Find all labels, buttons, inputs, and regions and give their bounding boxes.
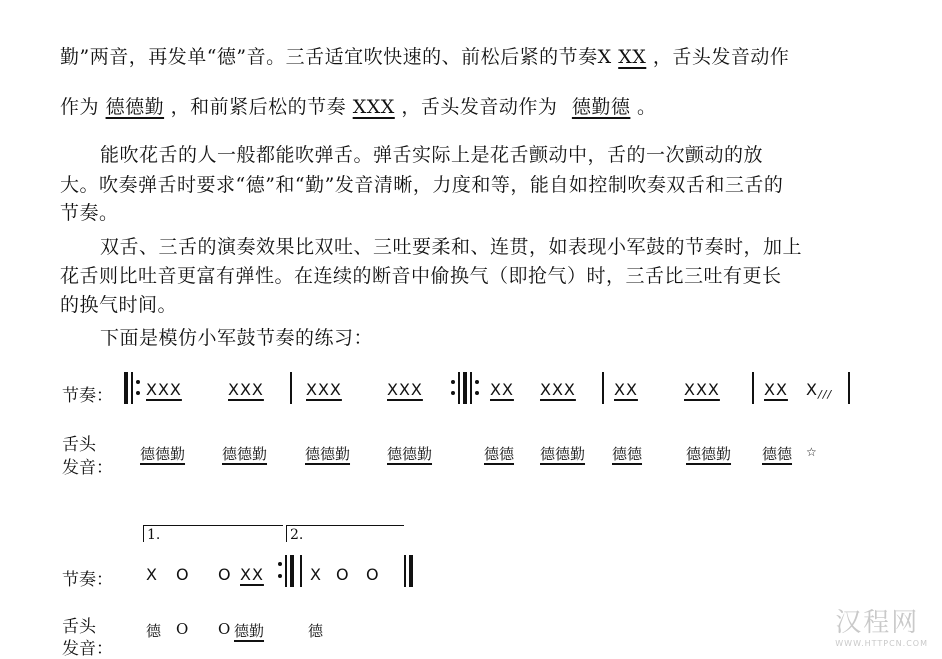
text-line-9: 下面是模仿小军鼓节奏的练习： <box>100 327 374 349</box>
syllable-group: 德德勤 <box>140 445 186 463</box>
rhythm-rest: O <box>176 565 190 584</box>
syllable-rest: O <box>176 620 189 638</box>
barline <box>752 372 754 404</box>
volta-first-ending: 1. <box>143 525 283 542</box>
text-segment: ，和前紧后松的节奏 <box>170 96 347 118</box>
rhythm-rest: O <box>336 565 350 584</box>
rhythm-group: XX <box>490 380 514 399</box>
barline <box>602 372 604 404</box>
syllable-group: 德德 <box>484 445 515 463</box>
syllable-group: 德德勤 <box>686 445 732 463</box>
barline <box>848 372 850 404</box>
repeat-dot <box>278 562 282 566</box>
barline <box>290 372 292 404</box>
tremolo-mark: /// <box>818 388 833 401</box>
text-segment: 作为 <box>60 96 100 118</box>
repeat-dot <box>451 380 455 384</box>
text-line-3: 能吹花舌的人一般都能吹弹舌。弹舌实际上是花舌颤动中，舌的一次颤动的放 <box>100 144 764 166</box>
underlined-syllables: 德德勤 <box>105 96 165 118</box>
text-segment: ，舌头发音动作 <box>652 46 790 68</box>
text-line-1 <box>60 42 789 69</box>
text-line-5: 节奏。 <box>60 202 119 224</box>
underlined-rhythm: XXX <box>352 96 395 118</box>
repeat-dot <box>475 391 479 395</box>
underlined-syllables: 德勤德 <box>571 96 631 118</box>
syllable-group: 德德 <box>612 445 643 463</box>
syllable-rest: O <box>218 620 231 638</box>
rhythm-group: XXX <box>146 380 182 399</box>
repeat-dot <box>451 391 455 395</box>
star-mark: ☆ <box>806 445 817 459</box>
underlined-rhythm: XX <box>618 46 647 68</box>
text-line-2 <box>60 92 656 119</box>
watermark-logo: 汉程网 <box>835 608 920 638</box>
rhythm-note: X <box>146 565 158 584</box>
syllable-group: 德德勤 <box>222 445 268 463</box>
rhythm-group: XXX <box>387 380 423 399</box>
final-thin-bar <box>404 555 406 587</box>
syllable-group: 德德勤 <box>387 445 433 463</box>
rhythm-group: XX <box>240 565 264 584</box>
repeat-dot <box>136 391 140 395</box>
final-thick-bar <box>409 555 413 587</box>
volta-second-ending: 2. <box>286 525 404 542</box>
rhythm-group: XXX <box>684 380 720 399</box>
repeat-thick-bar <box>463 372 467 404</box>
syllable-group: 德德勤 <box>305 445 351 463</box>
repeat-dot <box>136 380 140 384</box>
repeat-dot <box>278 574 282 578</box>
syllable-group: 德德 <box>762 445 793 463</box>
repeat-thin-bar <box>470 372 472 404</box>
syllable-group: 德德勤 <box>540 445 586 463</box>
barline <box>300 555 302 587</box>
watermark-url: WWW.HTTPCN.COM <box>835 639 928 648</box>
repeat-thin-bar <box>285 555 287 587</box>
tongue-label: 舌头 <box>62 617 96 637</box>
repeat-start-thin-bar <box>131 372 133 404</box>
syllable-group: 德勤 <box>234 622 265 640</box>
watermark <box>835 602 928 648</box>
text-segment: 。 <box>636 96 657 118</box>
rhythm-label: 节奏： <box>62 386 113 406</box>
syllable: 德 <box>146 622 162 640</box>
repeat-dot <box>475 380 479 384</box>
rhythm-group: XX <box>614 380 638 399</box>
text-segment: 勤”两音，再发单“德”音。三舌适宜吹快速的、前松后紧的节奏X <box>60 46 612 68</box>
text-segment: ，舌头发音动作为 <box>401 96 558 118</box>
syllable: 德 <box>308 622 324 640</box>
repeat-thick-bar <box>290 555 294 587</box>
repeat-start-thick-bar <box>124 372 128 404</box>
rhythm-rest: O <box>366 565 380 584</box>
rhythm-group: XXX <box>228 380 264 399</box>
tongue-label: 舌头 <box>62 435 96 455</box>
text-line-6: 双舌、三舌的演奏效果比双吐、三吐要柔和、连贯，如表现小军鼓的节奏时，加上 <box>100 236 803 258</box>
pronunciation-label: 发音： <box>62 639 113 659</box>
text-line-8: 的换气时间。 <box>60 294 178 316</box>
rhythm-rest: O <box>218 565 232 584</box>
rhythm-group: XX <box>764 380 788 399</box>
rhythm-group: XXX <box>306 380 342 399</box>
rhythm-group: X <box>806 380 818 399</box>
rhythm-label: 节奏： <box>62 570 113 590</box>
rhythm-group: XXX <box>540 380 576 399</box>
text-line-7: 花舌则比吐音更富有弹性。在连续的断音中偷换气（即抢气）时，三舌比三吐有更长 <box>60 265 782 287</box>
rhythm-note: X <box>310 565 322 584</box>
pronunciation-label: 发音： <box>62 458 113 478</box>
repeat-thin-bar <box>458 372 460 404</box>
text-line-4: 大。吹奏弹舌时要求“德”和“勤”发音清晰，力度和等，能自如控制吹奏双舌和三舌的 <box>60 174 784 196</box>
